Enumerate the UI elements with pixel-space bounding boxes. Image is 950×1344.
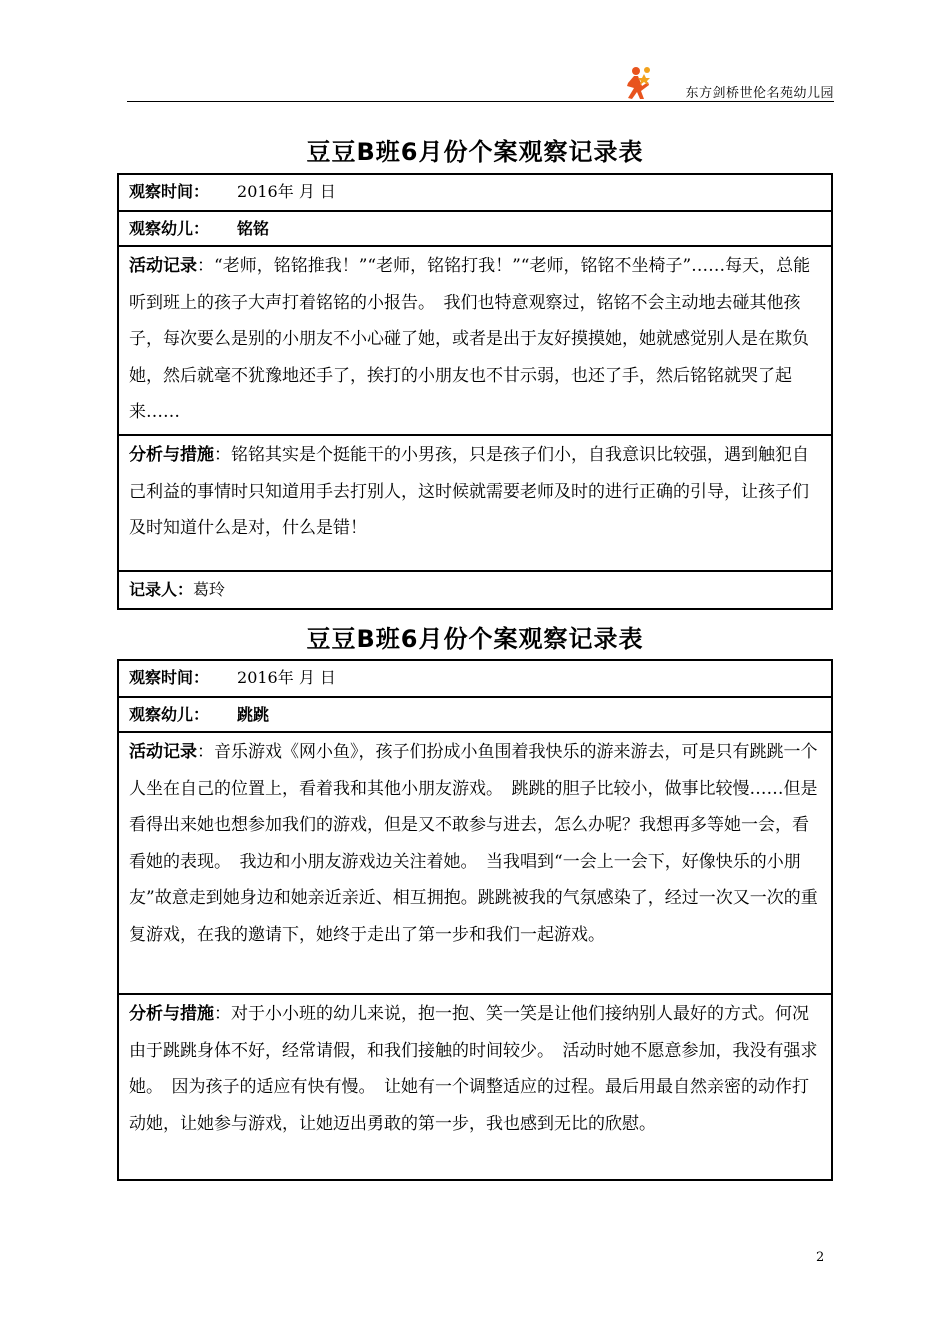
record-title: 豆豆B班6月份个案观察记录表 xyxy=(306,138,644,166)
child-row xyxy=(119,210,831,245)
child-label: 观察幼儿： xyxy=(129,705,210,724)
analysis-text: ：铭铭其实是个挺能干的小男孩，只是孩子们小，自我意识比较强，遇到触犯自己利益的事情时只知道用手去打别人，这时候就需要老师及时的进行正确的引导，让孩子们及时知道什么是对，什么是错！ xyxy=(129,445,809,539)
page-header xyxy=(127,60,834,102)
activity-text: ：“老师，铭铭推我！”“老师，铭铭打我！”“老师，铭铭不坐椅子”……每天，总能听到班上的孩子大声打着铭铭的小报告。 我们也特意观察过，铭铭不会主动地去碰其他孩子，每次要么是别的小朋友不小心碰了她，或者是出于友好摸摸她，她就感觉别人是在欺负她，然后就毫不犹豫地还手了，挨打的小朋友也不甘示弱，也还了手，然后铭铭就哭了起来…… xyxy=(129,256,811,423)
analysis-measures xyxy=(119,993,831,1179)
observation-table xyxy=(117,659,833,1181)
activity-label: 活动记录 xyxy=(129,742,197,762)
activity-label: 活动记录 xyxy=(129,256,197,276)
recorder-label: 记录人： xyxy=(129,580,194,599)
time-value: 2016年 月 日 xyxy=(237,182,336,201)
analysis-text: ：对于小小班的幼儿来说，抱一抱、笑一笑是让他们接纳别人最好的方式。何况由于跳跳身体不好，经常请假，和我们接触的时间较少。 活动时她不愿意参加，我没有强求她。 因为孩子的适应有快有慢。 让她有一个调整适应的过程。最后用最自然亲密的动作打动她，让她参与游戏，让她迈出勇敢的第一步，我也感到无比的欣慰。 xyxy=(129,1004,818,1134)
analysis-label: 分析与措施 xyxy=(129,1004,214,1024)
recorder-name: 葛玲 xyxy=(193,580,226,599)
child-label: 观察幼儿： xyxy=(129,219,210,238)
activity-record xyxy=(119,731,831,993)
time-label: 观察时间： xyxy=(129,668,210,687)
time-row xyxy=(119,661,831,696)
activity-record xyxy=(119,245,831,434)
observation-table xyxy=(117,173,833,610)
activity-text: ：音乐游戏《网小鱼》，孩子们扮成小鱼围着我快乐的游来游去，可是只有跳跳一个人坐在自己的位置上，看着我和其他小朋友游戏。 跳跳的胆子比较小，做事比较慢……但是看得出来她也想参加我们的游戏，但是又不敢参与进去，怎么办呢？我想再多等她一会，看看她的表现。 我边和小朋友游戏边关注着她。 当我唱到“一会上一会下，好像快乐的小朋友”故意走到她身边和她亲近亲近、相互拥抱。跳跳被我的气氛感染了，经过一次又一次的重复游戏，在我的邀请下，她终于走出了第一步和我们一起游戏。 xyxy=(129,742,818,945)
time-label: 观察时间： xyxy=(129,182,210,201)
page-number: 2 xyxy=(816,1250,825,1265)
analysis-label: 分析与措施 xyxy=(129,445,214,465)
time-row xyxy=(119,175,831,210)
record-title: 豆豆B班6月份个案观察记录表 xyxy=(306,625,644,653)
time-value: 2016年 月 日 xyxy=(237,668,336,687)
child-row xyxy=(119,696,831,731)
school-name: 东方剑桥世伦名苑幼儿园 xyxy=(685,86,834,101)
recorder-row xyxy=(119,570,831,608)
star-figure-logo xyxy=(622,66,654,100)
analysis-measures xyxy=(119,434,831,570)
child-name: 铭铭 xyxy=(237,219,270,238)
child-name: 跳跳 xyxy=(237,705,270,724)
